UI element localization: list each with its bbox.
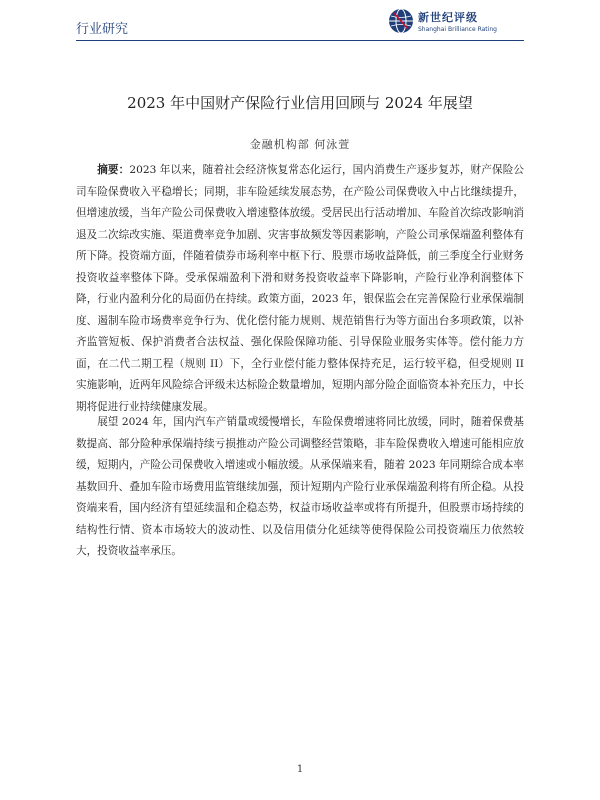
page-header <box>0 0 600 48</box>
outlook-paragraph <box>76 412 524 563</box>
brand-logo <box>388 8 497 34</box>
section-label: 行业研究 <box>76 22 129 37</box>
outlook-text: 展望 2024 年，国内汽车产销量或缓慢增长，车险保费增速将同比放缓，同时，随着保费基数提高、部分险种承保端持续亏损推动产险公司调整经营策略，非车险保费收入增速可能相应放缓，短期内，产险公司保费收入增速或小幅放缓。从承保端来看，随着 2023 年同期综合成本率基数回升、叠加车险市场费用监管继续加强，预计短期内产险行业承保端盈利将有所企稳。从投资端来看，国内经济有望延续温和企稳态势，权益市场收益率或将有所提升，但股票市场持续的结构性行情、资本市场较大的波动性、以及信用债分化延续等使得保险公司投资端压力依然较大，投资收益率承压。 <box>76 416 524 557</box>
logo-name: 新世纪评级 <box>418 11 478 24</box>
abstract-paragraph <box>76 160 524 418</box>
report-title: 2023 年中国财产保险行业信用回顾与 2024 年展望 <box>127 94 473 112</box>
header-divider <box>76 40 524 41</box>
globe-logo-icon <box>388 8 414 34</box>
page-number: 1 <box>296 764 304 775</box>
report-author: 金融机构部 何泳萱 <box>249 138 351 151</box>
abstract-text: 2023 年以来，随着社会经济恢复常态化运行，国内消费生产逐步复苏，财产保险公司车险保费收入平稳增长；同期，非车险延续发展态势，在产险公司保费收入中占比继续提升，但增速放缓，当年产险公司保费收入增速整体放缓。受居民出行活动增加、车险首次综改影响消退及二次综改实施、渠道费率竞争加剧、灾害事故频发等因素影响，产险公司承保端盈利整体有所下降。投资端方面，伴随着债券市场利率中枢下行、股票市场收益降低，前三季度全行业财务投资收益率整体下降。受承保端盈利下滑和财务投资收益率下降影响，产险行业净利润整体下降，行业内盈利分化的局面仍在持续。政策方面，2023 年，银保监会在完善保险行业承保端制度、遏制车险市场费率竞争行为、优化偿付能力规则、规范销售行为等方面出台多项政策，以补齐监管短板、保护消费者合法权益、强化保险保障功能、引导保险业服务实体等。偿付能力方面，在二代二期工程（规则 II）下，全行业偿付能力整体保持充足，运行较平稳，但受规则 II 实施影响，近两年风险综合评级未达标险企数量增加，短期内部分险企面临资本补充压力，中长期将促进行业持续健康发展。 <box>76 164 525 413</box>
abstract-label: 摘要： <box>97 164 130 176</box>
logo-english-name: Shanghai Brilliance Rating <box>418 26 497 33</box>
